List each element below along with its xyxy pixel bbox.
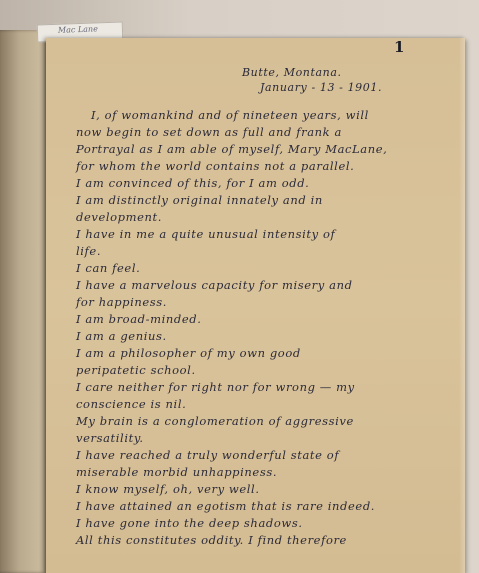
manuscript-line: versatility. xyxy=(76,431,144,445)
manuscript-line: I know myself, oh, very well. xyxy=(76,482,260,496)
manuscript-line: I have in me a quite unusual intensity of xyxy=(76,227,336,241)
manuscript-line: miserable morbid unhappiness. xyxy=(76,465,278,479)
manuscript-line: I am distinctly original innately and in xyxy=(76,193,323,207)
manuscript-line: for whom the world contains not a parallel. xyxy=(76,159,355,173)
tab-label-text: Mac Lane xyxy=(57,24,99,35)
manuscript-line: I am convinced of this, for I am odd. xyxy=(76,176,310,190)
manuscript-page xyxy=(46,38,465,573)
manuscript-line: for happiness. xyxy=(76,295,168,309)
manuscript-line: I have a marvelous capacity for misery and xyxy=(76,278,353,292)
manuscript-line: now begin to set down as full and frank a xyxy=(76,125,342,139)
manuscript-line: life. xyxy=(76,244,102,258)
manuscript-line: peripatetic school. xyxy=(76,363,196,377)
manuscript-line: I have reached a truly wonderful state of xyxy=(76,448,340,462)
manuscript-line: Portrayal as I am able of myself, Mary MacLane, xyxy=(76,142,388,156)
manuscript-line: I have attained an egotism that is rare indeed. xyxy=(76,499,376,513)
heading-place: Butte, Montana. xyxy=(242,66,342,79)
heading-date: January - 13 - 1901. xyxy=(260,81,383,94)
manuscript-line: I have gone into the deep shadows. xyxy=(76,516,303,530)
page-number: 1 xyxy=(394,38,405,56)
manuscript-line: I care neither for right nor for wrong — my xyxy=(76,380,355,394)
manuscript-line: I, of womankind and of nineteen years, will xyxy=(91,108,369,122)
manuscript-line: All this constitutes oddity. I find therefore xyxy=(76,533,347,547)
manuscript-line: I am broad-minded. xyxy=(76,312,202,326)
manuscript-line: My brain is a conglomeration of aggressive xyxy=(76,414,354,428)
manuscript-line: I can feel. xyxy=(76,261,141,275)
manuscript-line: I am a genius. xyxy=(76,329,167,343)
notebook-spine xyxy=(0,30,48,573)
manuscript-line: I am a philosopher of my own good xyxy=(76,346,301,360)
manuscript-line: development. xyxy=(76,210,163,224)
manuscript-line: conscience is nil. xyxy=(76,397,187,411)
